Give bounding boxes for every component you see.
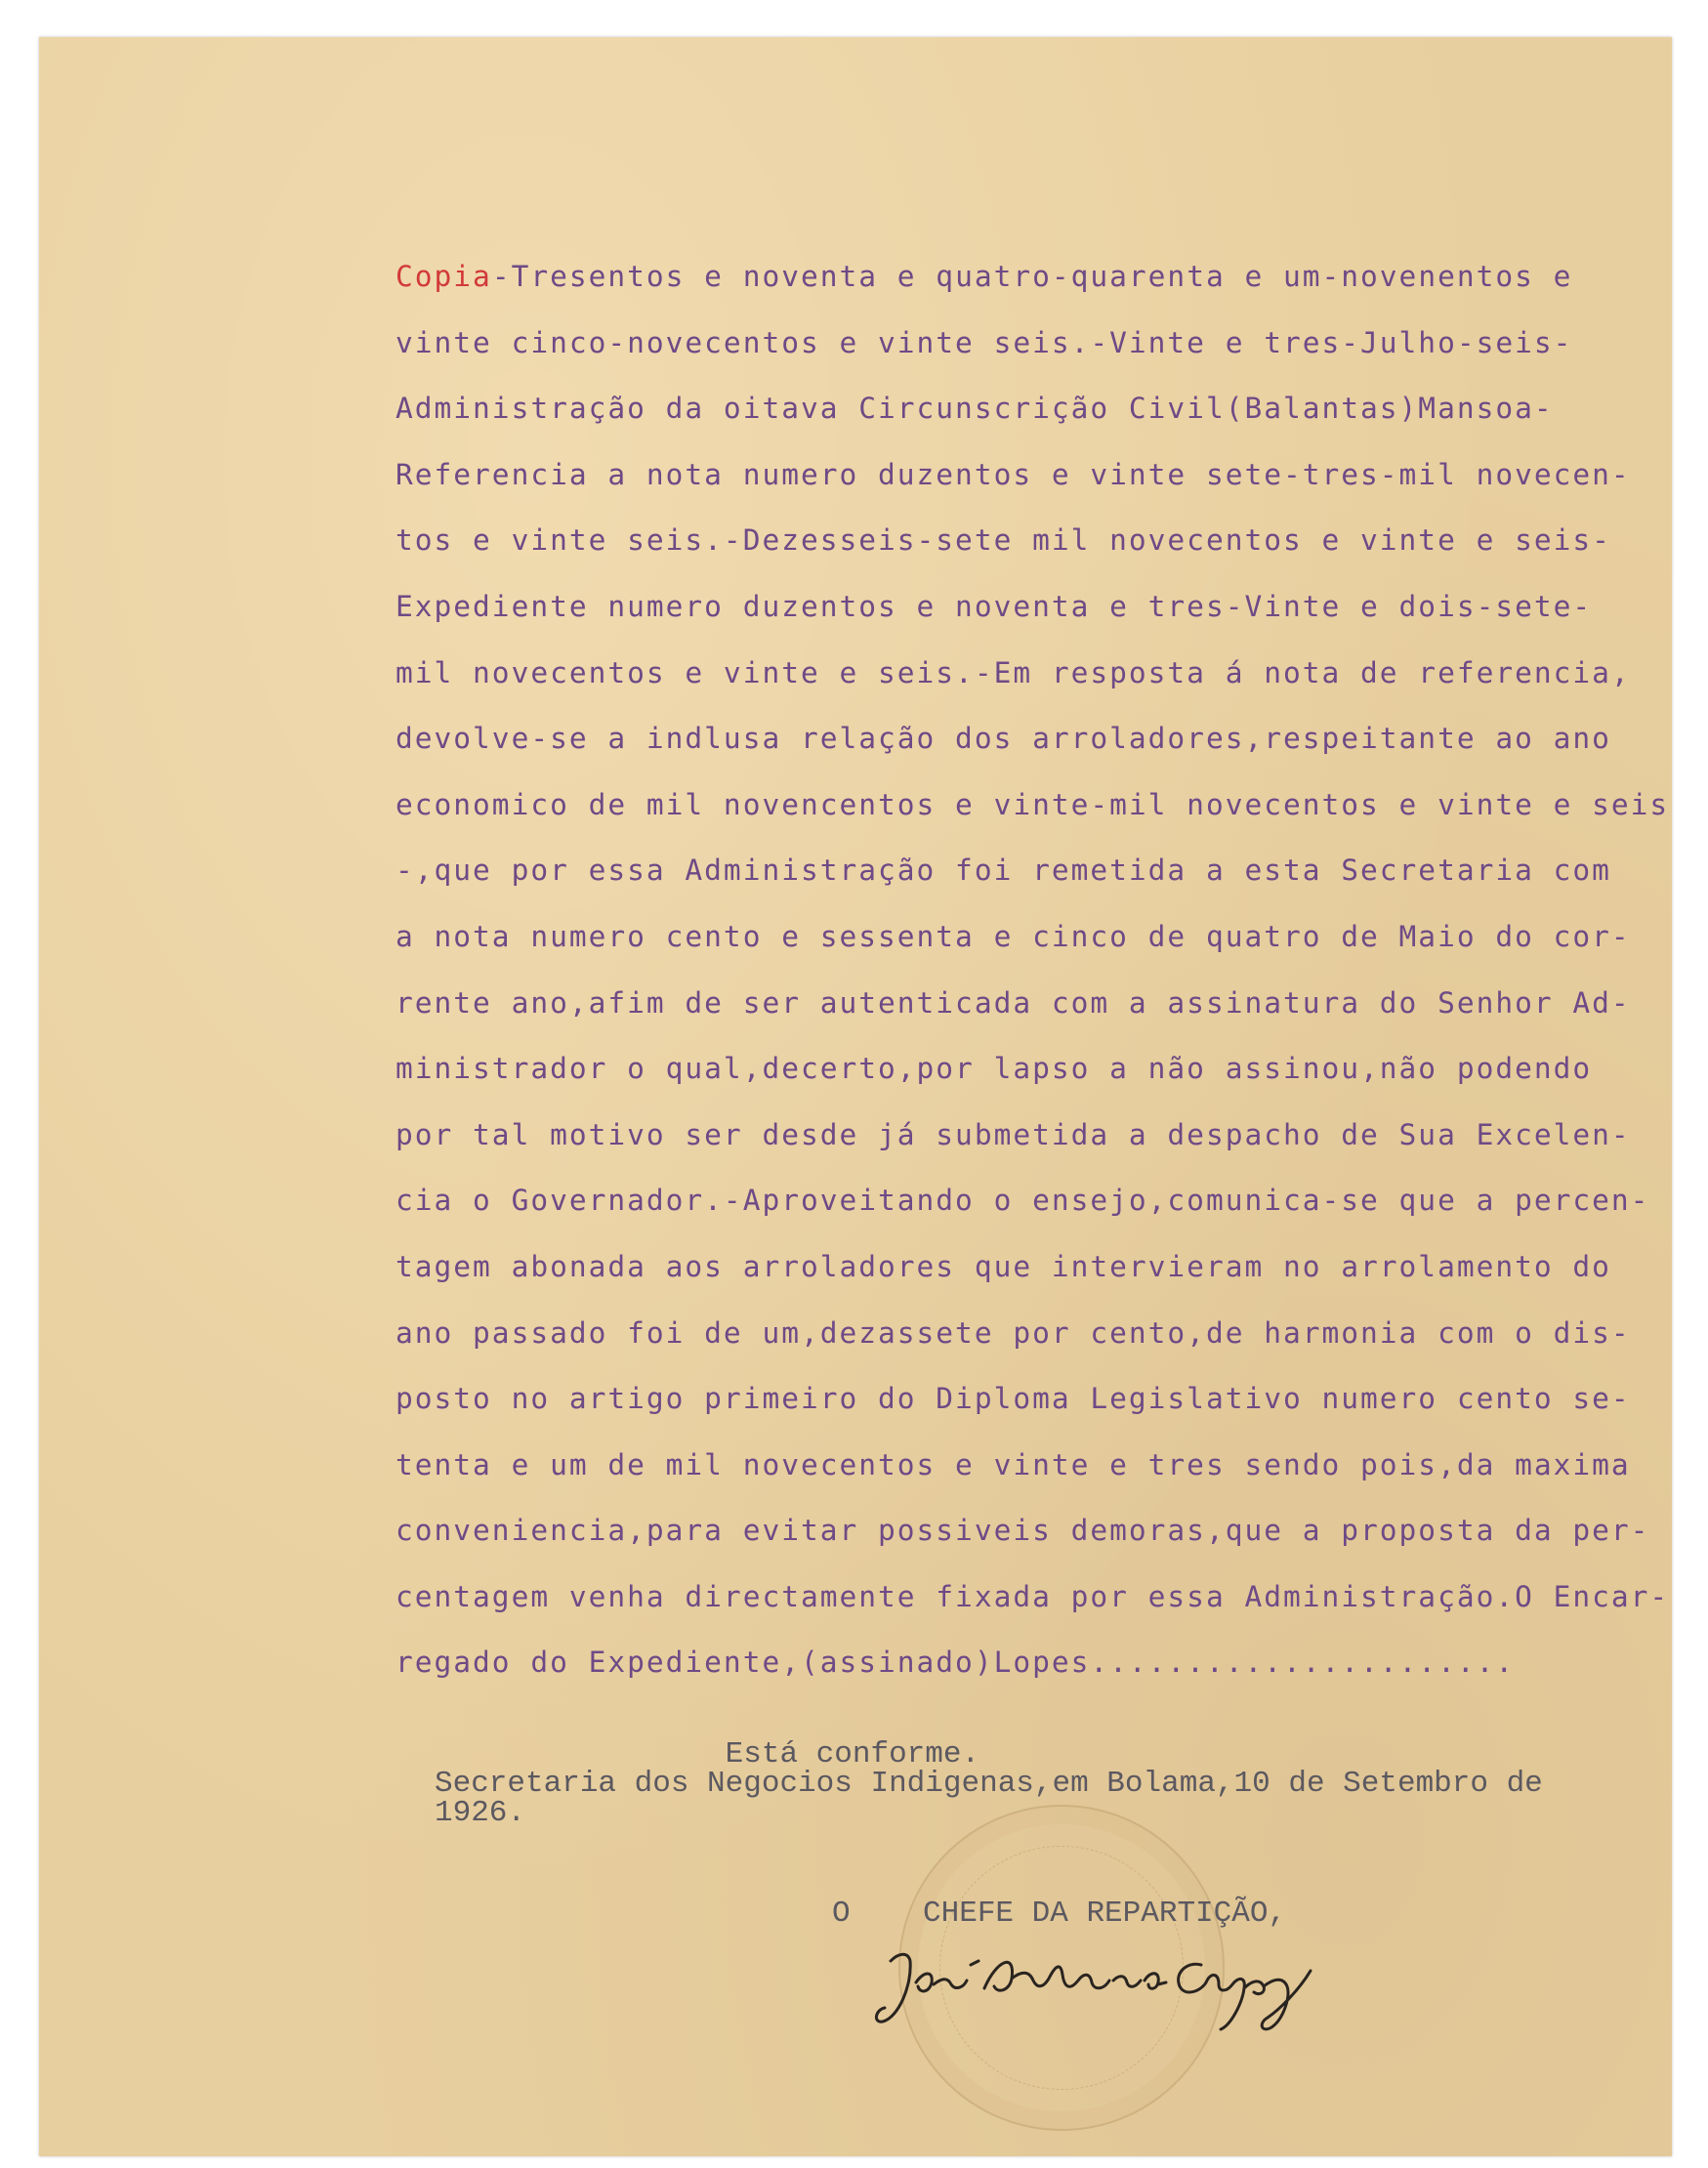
body-line: centagem venha directamente fixada por essa Administração.O Encar- — [396, 1579, 1670, 1613]
body-line: vinte cinco-novecentos e vinte seis.-Vinte e tres-Julho-seis- — [396, 325, 1573, 359]
body-line: rente ano,afim de ser autenticada com a assinatura do Senhor Ad- — [396, 985, 1631, 1020]
body-line: Administração da oitava Circunscrição Civil(Balantas)Mansoa- — [396, 392, 1554, 426]
body-line: -Tresentos e noventa e quatro-quarenta e um-novenentos e — [491, 260, 1573, 293]
body-line: mil novecentos e vinte e seis.-Em resposta á nota de referencia, — [396, 655, 1631, 689]
body-line: tos e vinte seis.-Dezesseis-sete mil novecentos e vinte e seis- — [396, 523, 1611, 558]
body-line: regado do Expediente,(assinado)Lopes...................... — [396, 1646, 1516, 1680]
body-line: conveniencia,para evitar possiveis demoras,que a proposta da per- — [396, 1514, 1650, 1548]
signatory-title: O CHEFE DA REPARTIÇÃO, — [832, 1897, 1287, 1931]
body-line: posto no artigo primeiro do Diploma Legislativo numero cento se- — [396, 1382, 1631, 1416]
document-page — [39, 37, 1672, 2156]
body-line: Referencia a nota numero duzentos e vinte sete-tres-mil novecen- — [396, 457, 1631, 491]
body-line: ministrador o qual,decerto,por lapso a não assinou,não podendo — [396, 1052, 1593, 1086]
year-line: 1926. — [435, 1796, 526, 1830]
body-line: economico de mil novencentos e vinte-mil novecentos e vinte e seis — [396, 787, 1670, 821]
body-line: por tal motivo ser desde já submetida a despacho de Sua Excelen- — [396, 1117, 1631, 1151]
document-body — [396, 244, 1672, 1696]
body-line: devolve-se a indlusa relação dos arroladores,respeitante ao ano — [396, 722, 1611, 756]
body-line: a nota numero cento e sessenta e cinco de quatro de Maio do cor- — [396, 919, 1631, 953]
body-line: tagem abonada aos arroladores que intervieram no arrolamento do — [396, 1249, 1611, 1283]
body-line: cia o Governador.-Aproveitando o ensejo,comunica-se que a percen- — [396, 1184, 1650, 1218]
copy-heading: Copia — [396, 260, 492, 293]
body-line: -,que por essa Administração foi remetida a esta Secretaria com — [396, 854, 1611, 888]
body-line: ano passado foi de um,dezassete por cento,de harmonia com o dis- — [396, 1315, 1631, 1350]
handwritten-signature — [869, 1932, 1348, 2039]
location-date-line: Secretaria dos Negocios Indigenas,em Bolama,10 de Setembro de — [435, 1767, 1543, 1801]
body-line: tenta e um de mil novecentos e vinte e tres sendo pois,da maxima — [396, 1447, 1631, 1481]
conformity-note: Está conforme. — [725, 1737, 980, 1772]
body-line: Expediente numero duzentos e noventa e tres-Vinte e dois-sete- — [396, 589, 1593, 623]
